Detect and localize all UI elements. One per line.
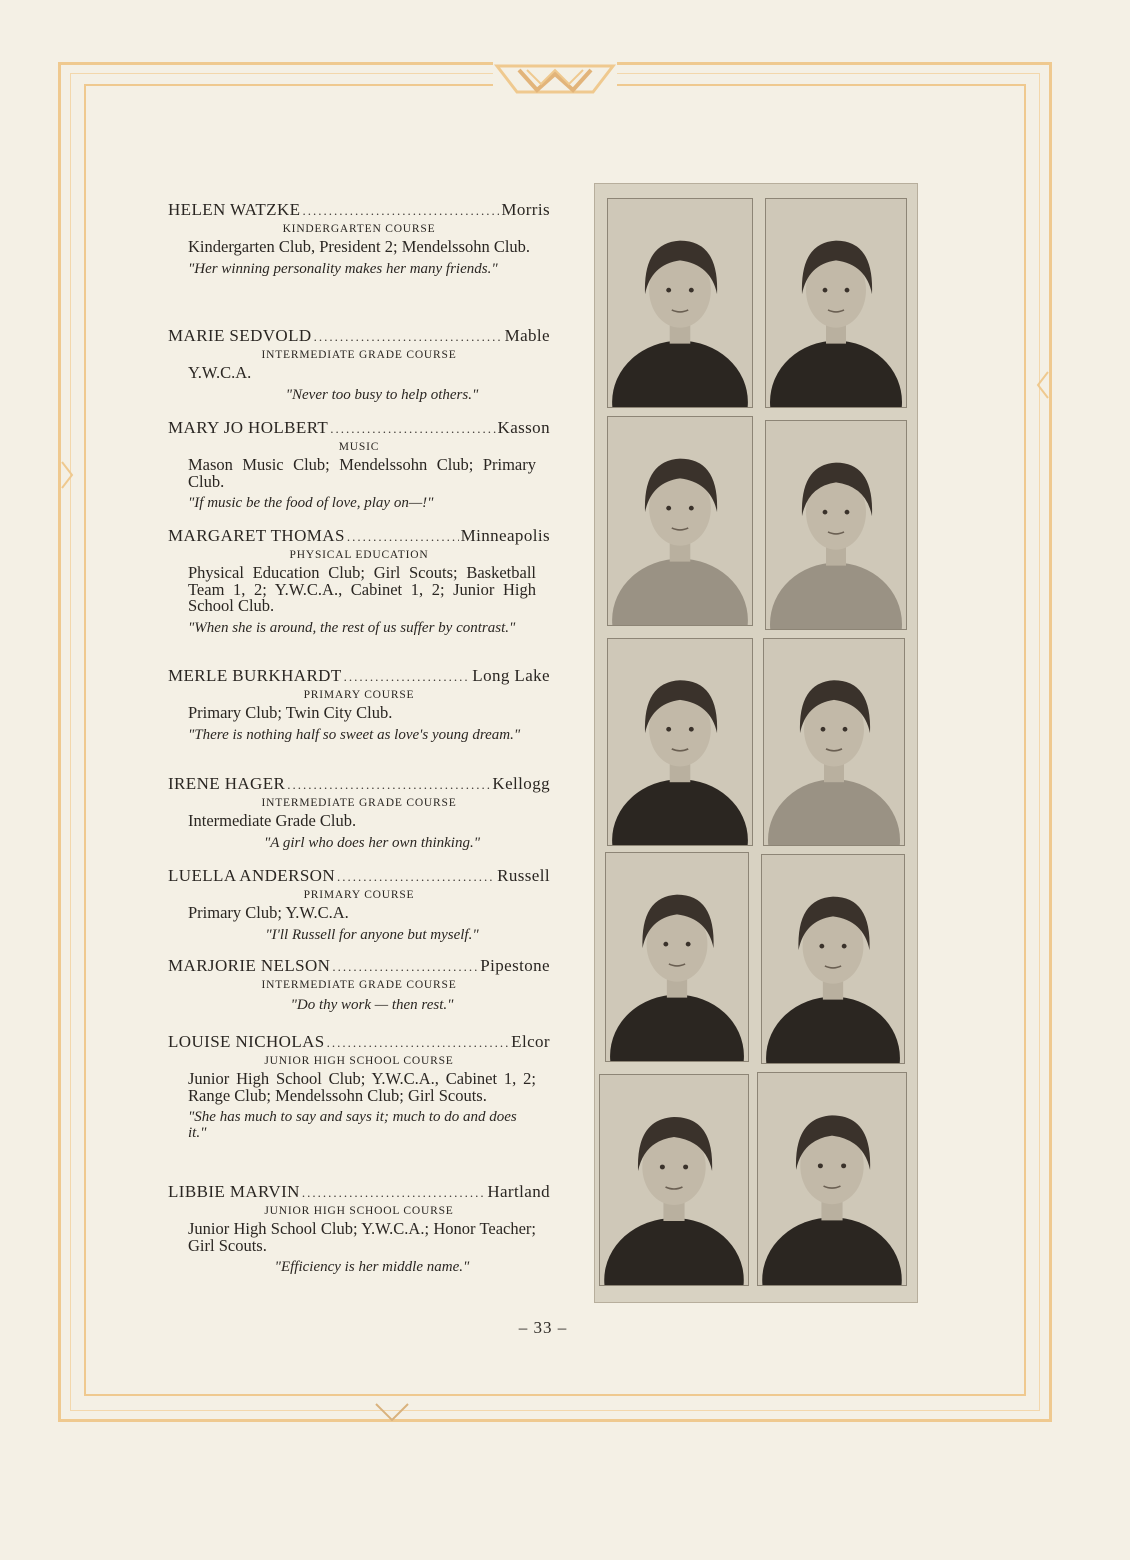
entry-course: KINDERGARTEN COURSE xyxy=(282,223,436,235)
portrait-photo xyxy=(765,198,907,408)
yearbook-emblem xyxy=(493,52,617,102)
page-number: – 33 – xyxy=(518,1318,568,1337)
entry-quote: "Efficiency is her middle name." xyxy=(274,1259,470,1275)
entry-quote: "There is nothing half so sweet as love's young dream." xyxy=(188,726,521,743)
entry-luella-anderson xyxy=(168,866,550,943)
entry-activities: Y.W.C.A. xyxy=(188,363,252,382)
entry-quote: "If music be the food of love, play on—!" xyxy=(188,495,434,511)
entry-course: JUNIOR HIGH SCHOOL COURSE xyxy=(264,1055,454,1067)
entry-mary-jo-holbert xyxy=(168,418,550,511)
leader-dots xyxy=(314,327,503,347)
entry-hometown: Hartland xyxy=(487,1182,550,1201)
entry-hometown: Minneapolis xyxy=(460,526,550,545)
entry-course: INTERMEDIATE GRADE COURSE xyxy=(261,979,457,991)
entry-marie-sedvold xyxy=(168,326,550,403)
leader-dots xyxy=(327,1033,510,1053)
entry-course: PHYSICAL EDUCATION xyxy=(289,549,429,561)
entry-margaret-thomas xyxy=(168,526,550,636)
entry-name: MARJORIE NELSON xyxy=(168,956,331,975)
entry-quote: "I'll Russell for anyone but myself." xyxy=(265,926,479,943)
bottom-ornament xyxy=(372,1398,412,1424)
entry-activities: Junior High School Club; Y.W.C.A., Cabinet 1, 2; Range Club; Mendelssohn Club; Girl Scouts. xyxy=(188,1069,536,1105)
entry-name: MARGARET THOMAS xyxy=(168,526,345,545)
entry-marjorie-nelson xyxy=(168,956,550,1013)
entry-hometown: Kellogg xyxy=(492,774,550,793)
entry-activities: Junior High School Club; Y.W.C.A.; Honor Teacher; Girl Scouts. xyxy=(188,1219,536,1255)
entry-activities: Primary Club; Twin City Club. xyxy=(188,703,393,722)
entry-activities: Intermediate Grade Club. xyxy=(188,811,357,830)
entry-course: PRIMARY COURSE xyxy=(303,889,415,901)
entry-quote: "She has much to say and says it; much to do and does it." xyxy=(188,1109,517,1141)
portrait-photo xyxy=(765,420,907,630)
entry-quote: "Never too busy to help others." xyxy=(285,386,479,403)
portrait-photo xyxy=(607,416,753,626)
entry-quote: "Her winning personality makes her many friends." xyxy=(188,260,498,277)
entry-quote: "Do thy work — then rest." xyxy=(290,997,454,1013)
entry-name: IRENE HAGER xyxy=(168,774,286,793)
leader-dots xyxy=(302,1183,486,1203)
portrait-photo xyxy=(761,854,905,1064)
portrait-photo xyxy=(607,638,753,846)
entry-name: MARY JO HOLBERT xyxy=(168,418,329,437)
left-ornament xyxy=(60,460,74,490)
entry-libbie-marvin xyxy=(168,1182,550,1275)
entry-name: LUELLA ANDERSON xyxy=(168,866,336,885)
portrait-photo xyxy=(605,852,749,1062)
entry-hometown: Kasson xyxy=(497,418,550,437)
entry-hometown: Mable xyxy=(504,326,550,345)
leader-dots xyxy=(330,419,495,439)
entry-louise-nicholas xyxy=(168,1032,550,1141)
entry-name: MARIE SEDVOLD xyxy=(168,326,312,345)
entry-quote: "When she is around, the rest of us suffer by contrast." xyxy=(188,619,516,636)
entry-name: MERLE BURKHARDT xyxy=(168,666,342,685)
entry-course: INTERMEDIATE GRADE COURSE xyxy=(261,797,457,809)
entry-course: JUNIOR HIGH SCHOOL COURSE xyxy=(264,1205,454,1217)
portrait-photo xyxy=(599,1074,749,1286)
entry-activities: Kindergarten Club, President 2; Mendelssohn Club. xyxy=(188,237,531,256)
entry-hometown: Russell xyxy=(497,866,550,885)
right-ornament xyxy=(1036,370,1050,400)
entry-quote: "A girl who does her own thinking." xyxy=(263,834,481,851)
portrait-photo xyxy=(763,638,905,846)
portrait-photo-strip xyxy=(594,183,918,1303)
leader-dots xyxy=(332,957,478,977)
entry-hometown: Elcor xyxy=(511,1032,550,1051)
entry-hometown: Pipestone xyxy=(480,956,550,975)
entry-helen-watzke xyxy=(168,200,550,277)
entry-activities: Primary Club; Y.W.C.A. xyxy=(188,903,349,922)
leader-dots xyxy=(347,527,459,547)
entry-name: LOUISE NICHOLAS xyxy=(168,1032,325,1051)
entry-hometown: Morris xyxy=(501,200,550,219)
entry-course: INTERMEDIATE GRADE COURSE xyxy=(261,349,457,361)
leader-dots xyxy=(287,775,490,795)
portrait-photo xyxy=(757,1072,907,1286)
leader-dots xyxy=(302,201,499,221)
entry-activities: Physical Education Club; Girl Scouts; Basketball Team 1, 2; Y.W.C.A., Cabinet 1, 2; Junior High School Club. xyxy=(188,563,536,615)
entry-merle-burkhardt xyxy=(168,666,550,743)
entry-irene-hager xyxy=(168,774,550,851)
entry-course: MUSIC xyxy=(338,441,380,453)
leader-dots xyxy=(344,667,471,687)
leader-dots xyxy=(337,867,495,887)
entry-course: PRIMARY COURSE xyxy=(303,689,415,701)
entry-name: LIBBIE MARVIN xyxy=(168,1182,300,1201)
entry-activities: Mason Music Club; Mendelssohn Club; Primary Club. xyxy=(188,455,536,491)
entry-hometown: Long Lake xyxy=(472,666,550,685)
portrait-photo xyxy=(607,198,753,408)
entry-name: HELEN WATZKE xyxy=(168,200,301,219)
